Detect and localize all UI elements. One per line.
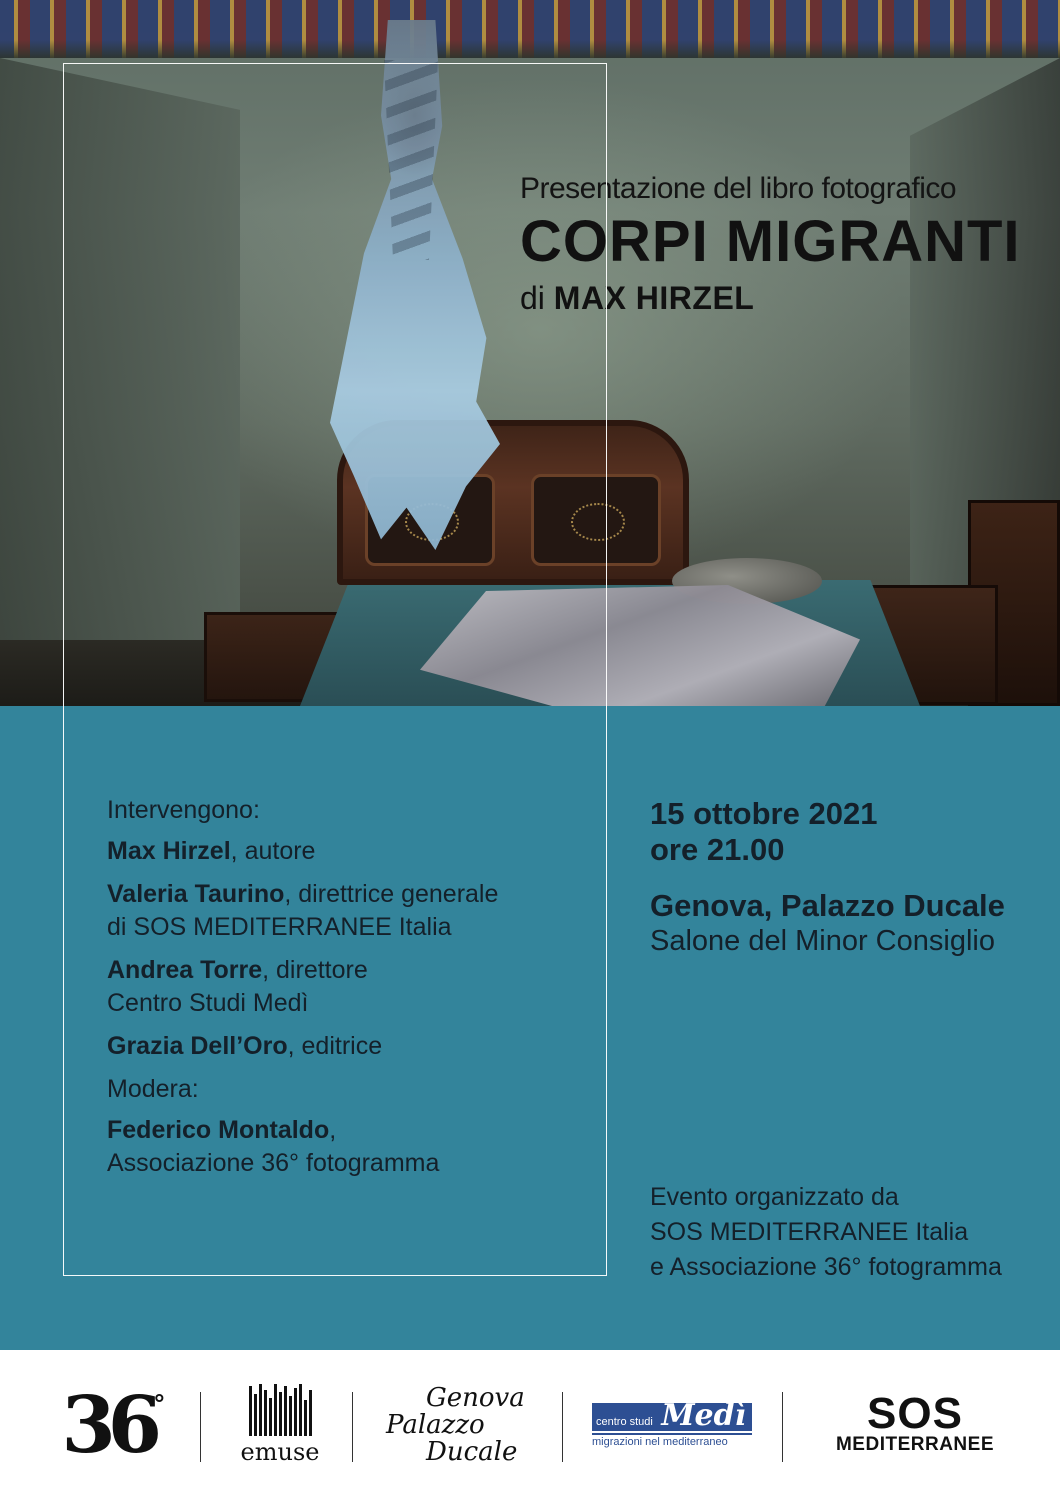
organizer-note xyxy=(650,1180,1050,1285)
left-wall xyxy=(0,58,240,706)
event-hall: Salone del Minor Consiglio xyxy=(650,925,995,957)
sos-subwordmark: MEDITERRANEE xyxy=(835,1434,994,1455)
speaker-role: , editrice xyxy=(287,1032,383,1060)
logo-centro-studi-medi xyxy=(592,1350,752,1500)
author-name: MAX HIRZEL xyxy=(553,279,755,316)
logo-palazzo-ducale xyxy=(380,1350,540,1500)
logo-36-degree: ° xyxy=(154,1388,165,1418)
medi-top-text: centro studi xyxy=(596,1415,653,1428)
event-date: 15 ottobre 2021 xyxy=(650,796,878,831)
speaker-role: , direttrice generale xyxy=(284,880,499,908)
speaker-role: , direttore xyxy=(262,956,368,984)
logo-36-fotogramma xyxy=(58,1350,168,1500)
organizer-line3: e Associazione 36° fotogramma xyxy=(650,1253,1002,1281)
logo-sos-mediterranee xyxy=(815,1350,1015,1500)
speaker-item xyxy=(107,878,587,944)
logo-divider xyxy=(782,1392,783,1462)
speaker-name: Andrea Torre xyxy=(107,956,263,984)
logo-36-number: 36 xyxy=(61,1379,155,1471)
author-line xyxy=(520,280,1040,317)
logo-divider xyxy=(562,1392,563,1462)
title-block xyxy=(520,172,1040,317)
speaker-name: Max Hirzel xyxy=(107,837,231,865)
author-prefix: di xyxy=(520,279,554,316)
moderator-name: Federico Montaldo xyxy=(107,1116,330,1144)
speakers-list xyxy=(107,794,587,1190)
logo-divider xyxy=(200,1392,201,1462)
speakers-label: Intervengono: xyxy=(107,796,260,824)
patterned-ceiling xyxy=(0,0,1060,58)
event-details xyxy=(650,796,1050,958)
emuse-barcode-icon xyxy=(249,1384,312,1436)
event-venue: Genova, Palazzo Ducale xyxy=(650,888,1005,923)
book-title: CORPI MIGRANTI xyxy=(520,209,1021,274)
moderator-label: Modera: xyxy=(107,1075,199,1103)
headboard-panel-right xyxy=(531,474,661,566)
sponsor-logos xyxy=(0,1350,1060,1500)
ducale-line1: Genova xyxy=(426,1382,525,1413)
moderator-role: , xyxy=(329,1116,337,1144)
emuse-wordmark: emuse xyxy=(240,1438,320,1466)
book-subtitle: Presentazione del libro fotografico xyxy=(520,172,957,205)
speaker-name: Valeria Taurino xyxy=(107,880,285,908)
speaker-name: Grazia Dell’Oro xyxy=(107,1032,288,1060)
speaker-role-line2: Centro Studi Medì xyxy=(107,989,309,1017)
sos-wordmark: SOS xyxy=(867,1389,963,1438)
medi-banner xyxy=(592,1397,752,1433)
speaker-item xyxy=(107,835,587,868)
event-time: ore 21.00 xyxy=(650,832,785,867)
medi-wordmark: Medì xyxy=(661,1397,746,1433)
speaker-item xyxy=(107,1030,587,1063)
organizer-line2: SOS MEDITERRANEE Italia xyxy=(650,1218,969,1246)
moderator-item xyxy=(107,1114,587,1180)
logo-divider xyxy=(352,1392,353,1462)
logo-emuse xyxy=(230,1350,330,1500)
organizer-line1: Evento organizzato da xyxy=(650,1183,899,1211)
ducale-line2: Palazzo xyxy=(386,1409,485,1440)
cover-photo xyxy=(0,0,1060,706)
speaker-role: , autore xyxy=(230,837,316,865)
speaker-role-line2: di SOS MEDITERRANEE Italia xyxy=(107,913,452,941)
moderator-role-line2: Associazione 36° fotogramma xyxy=(107,1149,440,1177)
speaker-item xyxy=(107,954,587,1020)
ducale-line3: Ducale xyxy=(426,1436,518,1467)
medi-tagline: migrazioni nel mediterraneo xyxy=(592,1433,752,1448)
